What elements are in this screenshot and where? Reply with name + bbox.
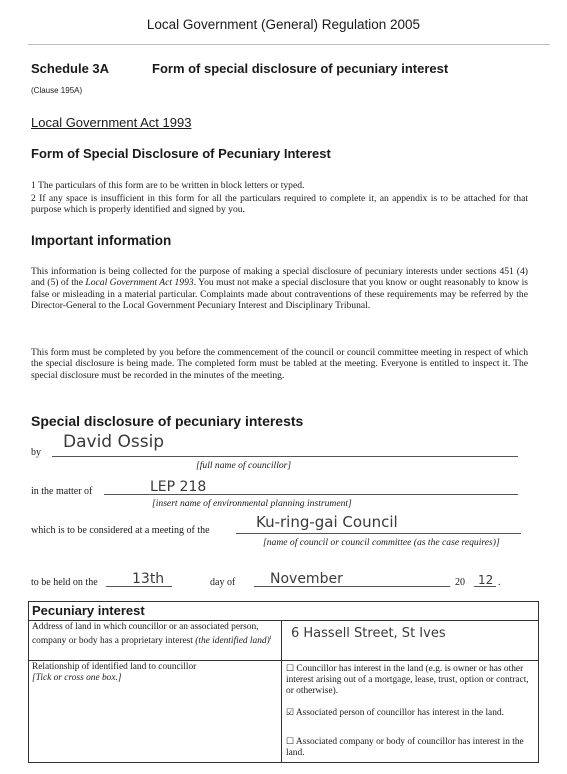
row-divider xyxy=(29,660,538,661)
day-of-label: day of xyxy=(210,577,236,588)
held-on-label: to be held on the xyxy=(31,577,98,588)
checkbox-checked-icon[interactable]: ☑ xyxy=(286,707,295,717)
important-paragraph-1 xyxy=(31,266,528,312)
matter-label: in the matter of xyxy=(31,486,93,497)
meeting-month-field[interactable]: November xyxy=(270,571,343,587)
relationship-label xyxy=(32,662,278,684)
option-councillor-interest[interactable] xyxy=(286,663,534,698)
important-paragraph-2: This form must be completed by you before the commencement of the council or council committee meeting in respect of which the special disclosure is being made. The completed form must be tabled at the meeting. Everyone is entitled to inspect it. The special disclosure must be recorded in the minutes of the meeting. xyxy=(31,347,528,381)
council-name-field[interactable]: Ku-ring-gai Council xyxy=(256,513,398,531)
council-name-hint: [name of council or council committee (as the case requires)] xyxy=(263,537,500,548)
instruction-2: 2 If any space is insufficient in this form for all the particulars required to complete it, an appendix is to be attached for that purpose which is properly identified and signed by you. xyxy=(31,193,528,216)
meeting-line xyxy=(236,533,521,534)
header-divider xyxy=(28,44,550,45)
identified-land-term: (the identified land) xyxy=(195,636,270,647)
address-label xyxy=(32,622,278,647)
option-associated-person[interactable] xyxy=(286,707,534,719)
checkbox-unchecked-icon[interactable]: ☐ xyxy=(286,663,295,673)
councillor-name-line xyxy=(52,456,518,457)
pecuniary-interest-heading: Pecuniary interest xyxy=(32,603,145,618)
form-heading: Form of Special Disclosure of Pecuniary Interest xyxy=(31,146,331,161)
by-label: by xyxy=(31,447,41,458)
paragraph-text: This information is being collected for the purpose of making a special disclosure of pecuniary interests under sections 451 (4) and (5) of the xyxy=(31,266,528,289)
instrument-name-field[interactable]: LEP 218 xyxy=(150,479,207,495)
option-text: Associated person of councillor has interest in the land. xyxy=(295,708,504,718)
paragraph-text: . You must not make a special disclosure that you know or ought reasonably to know is false or misleading in a material particular. Complaints made about contraventions of these requirements may be referred by the Director-General to the Local Government Pecuniary Interest and Disciplinary Tribunal. xyxy=(31,277,528,312)
pecuniary-interest-table xyxy=(28,601,539,763)
schedule-title: Form of special disclosure of pecuniary interest xyxy=(152,61,449,76)
sentence-period: . xyxy=(498,577,501,588)
table-header-row xyxy=(29,602,538,621)
option-text: Councillor has interest in the land (e.g. is owner or has other interest arising out of a mortgage, lease, trust, option or contract, or otherwise). xyxy=(286,664,529,697)
act-title: Local Government Act 1993 xyxy=(31,115,192,130)
address-label-text: Address of land in which councillor or an associated person, company or body has a proprietary interest xyxy=(32,622,259,647)
clause-reference: (Clause 195A) xyxy=(31,86,83,95)
meeting-label: which is to be considered at a meeting of the xyxy=(31,525,210,536)
councillor-name-hint: [full name of councillor] xyxy=(196,460,292,471)
land-address-field[interactable]: 6 Hassell Street, St Ives xyxy=(291,626,446,641)
schedule-label: Schedule 3A xyxy=(31,61,110,76)
meeting-day-field[interactable]: 13th xyxy=(132,571,165,587)
instrument-name-hint: [insert name of environmental planning instrument] xyxy=(152,498,352,509)
column-divider xyxy=(281,620,282,762)
meeting-year-field[interactable]: 12 xyxy=(478,573,494,587)
checkbox-unchecked-icon[interactable]: ☐ xyxy=(286,736,295,746)
option-text: Associated company or body of councillor has interest in the land. xyxy=(286,737,524,759)
year-prefix: 20 xyxy=(455,577,465,588)
disclosure-heading: Special disclosure of pecuniary interests xyxy=(31,413,304,429)
act-citation: Local Government Act 1993 xyxy=(85,277,194,289)
important-heading: Important information xyxy=(31,233,172,248)
relationship-hint: [Tick or cross one box.] xyxy=(32,673,122,683)
footnote-marker: i xyxy=(269,635,272,641)
instruction-1: 1 The particulars of this form are to be written in block letters or typed. xyxy=(31,180,305,191)
option-associated-company[interactable] xyxy=(286,736,534,759)
page-header-title: Local Government (General) Regulation 2005 xyxy=(146,17,421,32)
councillor-name-field[interactable]: David Ossip xyxy=(63,432,165,452)
relationship-label-text: Relationship of identified land to councillor xyxy=(32,662,197,672)
